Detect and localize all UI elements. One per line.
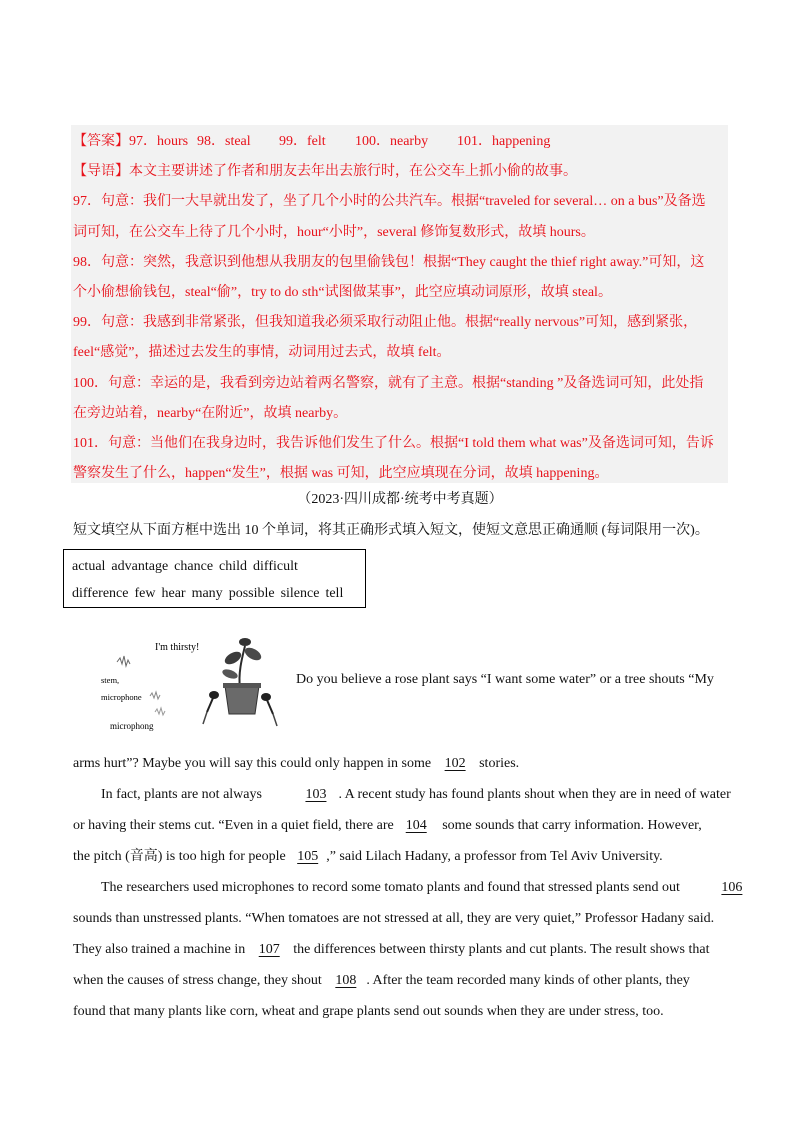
passage-text: . After the team recorded many kinds of other plants, they <box>366 973 690 988</box>
question-source: （2023·四川成都·统考中考真题） <box>297 492 503 507</box>
passage-line <box>73 841 730 872</box>
leaf-icon <box>243 645 264 663</box>
explanation-line: 100．句意：幸运的是，我看到旁边站着两名警察，就有了主意。根据“standing ”及备选词可知，此处指 <box>73 375 704 391</box>
passage-text: the pitch (音高) is too high for people <box>73 849 286 864</box>
passage-text: when the causes of stress change, they shout <box>73 973 322 988</box>
explanation-line: feel“感觉”，描述过去发生的事情，动词用过去式，故填 felt。 <box>73 345 451 361</box>
blank-106[interactable]: 106 <box>721 880 743 895</box>
passage-line <box>73 934 730 965</box>
explanation-line: 警察发生了什么，happen“发生”，根据 was 可知，此空应填现在分词，故填 happening。 <box>73 466 609 482</box>
word-bank-word: child <box>219 559 248 574</box>
leaf-icon <box>221 668 239 681</box>
word-bank-word: advantage <box>111 559 169 574</box>
answer-explanation-box <box>71 125 728 483</box>
microphone-stand-icon <box>273 714 277 726</box>
word-bank-word: many <box>191 586 223 601</box>
passage-line <box>296 664 730 695</box>
leaf-icon <box>239 638 251 646</box>
microphone-stand-icon <box>267 700 273 714</box>
passage-text: stories. <box>479 756 520 771</box>
passage-text: . A recent study has found plants shout when they are in need of water <box>338 787 731 802</box>
passage-text: Do you believe a rose plant says “I want some water” or a tree shouts “My <box>296 672 714 687</box>
explanation-line: 98．句意：突然，我意识到他想从我朋友的包里偷钱包！根据“They caught the thief right away.”可知，这 <box>73 254 705 270</box>
word-bank-row <box>72 580 357 607</box>
flower-pot-icon <box>225 686 259 714</box>
explanation-line: 词可知，在公交车上待了几个小时，hour“小时”，several 修饰复数形式，故填 hours。 <box>73 224 595 240</box>
passage-text: They also trained a machine in <box>73 942 246 957</box>
flower-pot-rim <box>223 683 261 688</box>
guide-line <box>73 157 726 187</box>
explanation-line: 在旁边站着，nearby“在附近”，故填 nearby。 <box>73 405 348 421</box>
answer-item: 97．hours <box>129 134 189 149</box>
word-bank-word: silence <box>280 586 320 601</box>
passage-line: sounds than unstressed plants. “When tomatoes are not stressed at all, they are very quiet,” Professor Hadany said. <box>73 911 715 926</box>
passage-line: found that many plants like corn, wheat and grape plants send out sounds when they are under stress, too. <box>73 1004 664 1019</box>
explanation-line: 个小偷想偷钱包，steal“偷”，try to do sth“试图做某事”，此空应填动词原形，故填 steal。 <box>73 284 612 300</box>
passage-line <box>73 748 730 779</box>
passage-text: The researchers used microphones to record some tomato plants and found that stressed plants send out <box>101 880 680 895</box>
answer-line <box>73 127 726 157</box>
blank-104[interactable]: 104 <box>405 818 427 833</box>
microphone-label: microphone <box>101 692 142 702</box>
word-bank-word: tell <box>325 586 344 601</box>
answer-item: 98．steal <box>197 134 251 149</box>
explanation-line: 99．句意：我感到非常紧张，但我知道我必须采取行动阻止他。根据“really nervous”可知，感到紧张， <box>73 315 698 331</box>
sound-wave-icon <box>150 692 160 699</box>
answer-item: 99．felt <box>279 134 326 149</box>
sound-wave-icon <box>117 656 130 666</box>
microphone-stand-icon <box>203 712 207 724</box>
passage-body <box>73 748 743 1027</box>
word-bank-word: chance <box>174 559 214 574</box>
blank-105[interactable]: 105 <box>297 849 319 864</box>
passage-text: some sounds that carry information. However, <box>442 818 702 833</box>
microphone-label: microphong <box>110 721 154 731</box>
plant-stem-icon <box>239 646 245 688</box>
plant-microphone-illustration <box>95 628 291 738</box>
blank-103[interactable]: 103 <box>305 787 327 802</box>
answer-item: 101．happening <box>457 134 551 149</box>
word-bank-word: possible <box>228 586 275 601</box>
word-bank-word: hear <box>161 586 186 601</box>
passage-line <box>73 779 730 810</box>
guide-label: 【导语】 <box>73 164 129 180</box>
explanation-line: 101．句意：当他们在我身边时，我告诉他们发生了什么。根据“I told them what was”及备选词可知，告诉 <box>73 435 714 451</box>
speech-bubble-text: I'm thirsty! <box>155 642 200 653</box>
microphone-stand-icon <box>207 698 213 712</box>
sound-wave-icon <box>155 708 165 715</box>
word-bank-word: difficult <box>253 559 298 574</box>
word-bank-row <box>72 553 357 580</box>
passage-text: arms hurt”? Maybe you will say this could only happen in some <box>73 756 432 771</box>
stem-label: stem, <box>101 675 120 685</box>
word-bank-word: actual <box>72 559 106 574</box>
word-bank-box <box>63 549 366 608</box>
answer-label: 【答案】 <box>73 134 129 149</box>
blank-107[interactable]: 107 <box>258 942 280 957</box>
explanation-line: 97．句意：我们一大早就出发了，坐了几个小时的公共汽车。根据“traveled for several… on a bus”及备选 <box>73 194 706 210</box>
passage-line <box>73 872 743 903</box>
guide-text: 本文主要讲述了作者和朋友去年出去旅行时，在公交车上抓小偷的故事。 <box>129 164 577 180</box>
passage-text: In fact, plants are not always <box>101 787 262 802</box>
microphone-icon <box>209 691 219 699</box>
passage-text: or having their stems cut. “Even in a quiet field, there are <box>73 818 394 833</box>
blank-108[interactable]: 108 <box>335 973 357 988</box>
blank-102[interactable]: 102 <box>444 756 466 771</box>
word-bank-word: few <box>134 586 156 601</box>
passage-text: the differences between thirsty plants and cut plants. The result shows that <box>293 942 710 957</box>
microphone-icon <box>261 693 271 701</box>
passage-line <box>73 965 730 996</box>
answer-item: 100．nearby <box>355 134 429 149</box>
question-instruction: 短文填空从下面方框中选出 10 个单词，将其正确形式填入短文，使短文意思正确通顺 (每词限用一次)。 <box>73 523 709 538</box>
passage-line <box>73 810 730 841</box>
word-bank-word: difference <box>72 586 129 601</box>
passage-text: ,” said Lilach Hadany, a professor from Tel Aviv University. <box>326 849 663 864</box>
